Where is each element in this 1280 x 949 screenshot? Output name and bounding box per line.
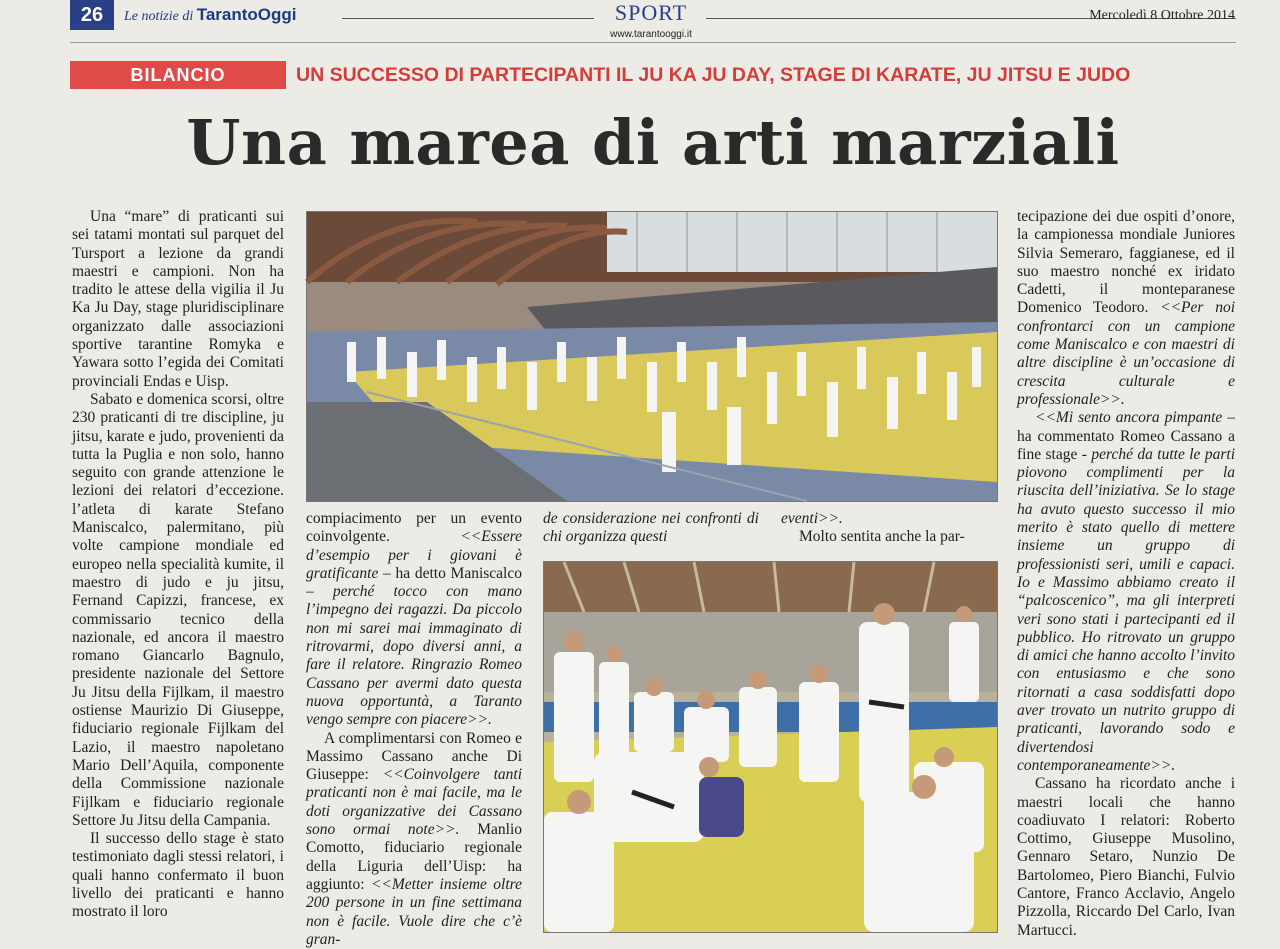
paragraph: Una “mare” di praticanti sui sei tatami montati sul parquet del Tursport a lezione da grandi maestri e campioni. Non ha tradito le attese della vigilia il Ju Ka Ju Day, stage pluridisciplinare organizzato dalle associazioni sportive tarantine Romyka e Yawara sotto l’egida dei Comitati provinciali Endas e Uisp. xyxy=(72,208,284,390)
text-span: compiacimento per un evento coinvolgente. xyxy=(306,510,522,546)
quote-maniscalco-cont: perché tocco con mano l’impegno dei ragazzi. Da piccolo non mi sarei mai immaginato di ritrovarmi, dopo diversi anni, a fare il relatore. Ringrazio Romeo Cassano per avermi dato questa nuova opportuntà, a Taranto vengo sempre con piacere>>. xyxy=(306,583,522,729)
article-column-5 xyxy=(1017,208,1236,939)
quote-cassano: <<Mi sento ancora pimpante xyxy=(1035,409,1223,427)
publication-name: TarantoOggi xyxy=(196,5,297,24)
article-column-2 xyxy=(306,510,523,948)
text-span: – ha commentato Romeo Cassano a fine stage - xyxy=(1017,409,1236,463)
article-column-4 xyxy=(781,510,997,550)
paragraph: Cassano ha ricordato anche i maestri locali che hanno coadiuvato I relatori: Roberto Cottimo, Giuseppe Musolino, Gennaro Setaro, Nunzio De Bartolomeo, Piero Bianchi, Fulvio Cantore, Franco Acclavio, Angelo Pizzolla, Riccardo Del Carlo, Ivan Martucci. xyxy=(1017,775,1235,939)
text-span: tecipazione dei due ospiti d’onore, la campionessa mondiale Juniores Silvia Semeraro, faggianese, ed il suo maestro nonché ex iridato Cadetti, il monteparanese Domenico Teodoro. xyxy=(1017,208,1235,317)
section-name: SPORT xyxy=(614,0,688,25)
header-rule-left xyxy=(342,18,594,19)
article-title: Una marea di arti marziali xyxy=(186,106,1120,179)
quote-maniscalco: <<Essere d’esempio per i giovani è gratificante xyxy=(306,528,522,582)
quote-semeraro: <<Per noi confrontarci con un campione come Maniscalco e con maestri di altre discipline è un’occasione di crescita culturale e professionale>>. xyxy=(1017,299,1235,408)
paragraph: Molto sentita anche la par- xyxy=(799,528,965,546)
photo-training-session xyxy=(543,561,998,933)
training-session-image xyxy=(544,562,997,932)
page-number: 26 xyxy=(70,0,114,30)
paragraph xyxy=(1017,409,1235,775)
quote-cassano-cont: perché da tutte le parti piovono complimenti per la riuscita dell’iniziativa. Se lo stage ha avuto questo successo il mio merito è stato quello di mettere insieme un gruppo di professionisti seri, umili e capaci. Io e Massimo abbiamo creato il “palcoscenico”, ma gli interpreti veri sono stati i partecipanti ed il pubblico. Ho ritrovato un gruppo di amici che hanno accolto l’invito con entusiasmo e che sono ritornati a casa soddisfatti dopo aver trovato un nutrito gruppo di praticanti, lavorando sodo e divertendosi contemporaneamente>>. xyxy=(1017,445,1235,774)
photo-gym-overview xyxy=(306,211,998,502)
quote-comotto: <<Metter insieme oltre 200 persone in un fine settimana non è facile. Vuole dire che c’è gran- xyxy=(306,875,522,948)
paragraph: de considerazione nei confronti di chi organizza questi xyxy=(543,510,759,546)
article-column-3 xyxy=(543,510,759,550)
article-column-1 xyxy=(72,208,284,930)
text-span: Manlio Comotto, fiduciario regionale della Liguria dell’Uisp: ha aggiunto: xyxy=(306,821,523,893)
category-tag: BILANCIO xyxy=(70,61,286,89)
paragraph xyxy=(306,730,522,949)
publication-header xyxy=(124,5,297,25)
paragraph xyxy=(1017,208,1235,409)
article-subtitle: UN SUCCESSO DI PARTECIPANTI IL JU KA JU DAY, STAGE DI KARATE, JU JITSU E JUDO xyxy=(296,64,1131,86)
paragraph: Sabato e domenica scorsi, oltre 230 praticanti di tre discipline, ju jitsu, karate e judo, provenienti da tutta la Puglia e non solo, hanno seguito con grande attenzione le lezioni dei relatori d’eccezione. l’atleta di karate Stefano Maniscalco, palermitano, più volte campione mondiale ed europeo nella specialità kumite, il maestro di judo e ju jitsu, Fernand Capizzi, francese, ex commissario tecnico della nazionale, ed ancora il maestro romano Giancarlo Bagnulo, presidente nazionale del Settore Ju Jitsu della Fijlkam, il maestro ostiense Maurizio Di Giuseppe, fiduciario regionale Fijlkam del Lazio, il maestro napoletano Mario Dell’Aquila, componente della Commissione nazionale Fijlkam e fiduciario regionale Settore Ju Jitsu della Campania. xyxy=(72,390,284,829)
quote-di-giuseppe: <<Coinvolgere tanti praticanti non è mai facile, ma le doti organizzative dei Cassano sono ormai note>>. xyxy=(306,766,522,839)
paragraph: Il successo dello stage è stato testimoniato dagli stessi relatori, i quali hanno confermato il buon livello dei praticanti e hanno mostrato il loro xyxy=(72,830,284,921)
website: www.tarantooggi.it xyxy=(610,29,692,40)
text-span: – ha detto Maniscalco – xyxy=(306,564,522,601)
paragraph xyxy=(306,510,522,730)
header-bottom-rule xyxy=(70,42,1236,43)
issue-date: Mercoledì 8 Ottobre 2014 xyxy=(1089,8,1235,23)
text-span: A complimentarsi con Romeo e Massimo Cassano anche Di Giuseppe: xyxy=(306,729,522,784)
gym-overview-image xyxy=(307,212,997,501)
paragraph: eventi>>. xyxy=(781,510,843,527)
publication-prefix: Le notizie di xyxy=(124,9,194,24)
